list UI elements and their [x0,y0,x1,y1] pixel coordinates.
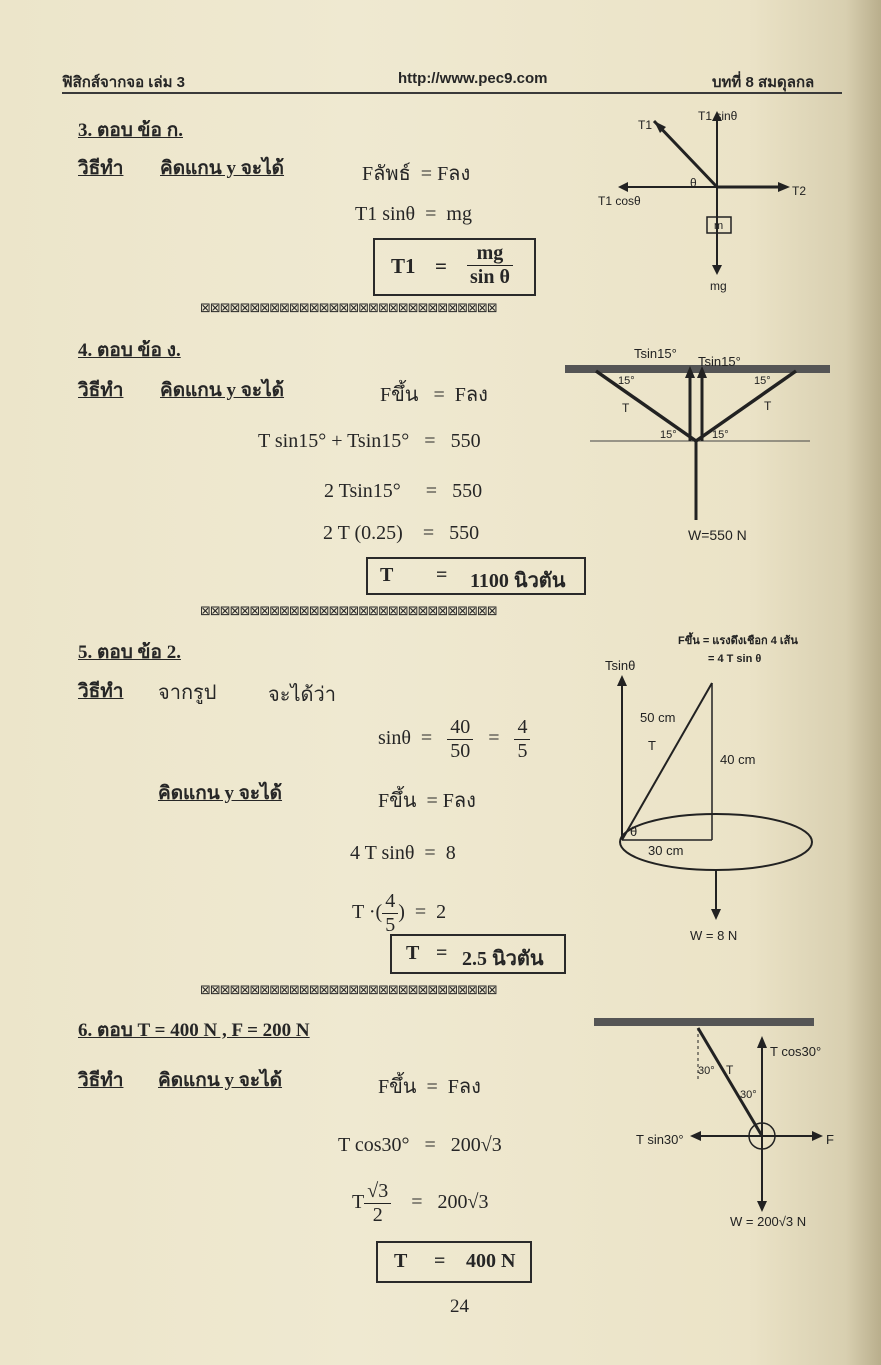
q3-fig-t2: T2 [792,184,807,198]
q5-force-diagram [590,628,830,948]
q3-eq2: T1 sinθ = mg [355,203,472,225]
q4-eq2-left: T sin15° + Tsin15° [258,430,410,452]
q5-eq2-left: Fขึ้น [378,790,417,812]
q5-eq3: 4 T sinθ = 8 [350,842,456,864]
q6-eq1-left: Fขึ้น [378,1076,417,1098]
q6-eq3-num: √3 [364,1180,391,1204]
q6-fig-angle-2: 30° [740,1089,757,1101]
q3-ans-frac [467,242,513,289]
header-book-title: ฟิสิกส์จากจอ เล่ม 3 [62,74,185,91]
q5-fig-40cm: 40 cm [720,752,756,767]
q4-fig-angle-3: 15° [660,429,677,441]
q5-fig-t: T [648,738,656,753]
q5-ans-right: 2.5 นิวตัน [462,948,544,970]
q3-fig-t1: T1 [638,118,653,132]
q4-fig-angle-4: 15° [712,429,729,441]
q6-fig-f: F [826,1132,834,1147]
q3-eq2-right: mg [446,203,472,225]
q4-eq2-right: 550 [450,430,481,452]
q5-eq1-num2: 4 [514,716,530,740]
q5-ans-eq: = [436,942,448,964]
q4-force-diagram [560,340,840,545]
q5-eq4-num: 4 [382,890,398,914]
q4-fig-t-left: T [622,401,630,415]
q4-eq4-right: 550 [449,522,480,544]
q5-eq2: Fขึ้น = Fลง [378,790,476,812]
q6-fig-tcos: T cos30° [770,1044,822,1059]
header-rule [62,92,842,94]
divider-3: ⊠⊠⊠⊠⊠⊠⊠⊠⊠⊠⊠⊠⊠⊠⊠⊠⊠⊠⊠⊠⊠⊠⊠⊠⊠⊠⊠⊠⊠⊠ [200,983,497,998]
q4-method-label: วิธีทำ [78,380,124,401]
q5-eq4-right: 2 [436,901,447,924]
q3-eq1: Fลัพธ์ = Fลง [362,163,471,185]
q6-eq3-right: 200√3 [437,1191,489,1214]
q3-ans-eq: = [435,254,447,278]
q5-fig-note1: Fขึ้น = แรงดึงเชือก 4 เส้น [678,635,798,647]
q3-fig-t1sin: T1 sinθ [698,109,738,123]
q3-ans-den: sin θ [470,266,510,288]
q4-fig-angle-2: 15° [754,375,771,387]
q5-eq1-left: sinθ [378,727,411,750]
q5-fig-weight: W = 8 N [690,928,738,943]
q5-eq1-den2: 5 [517,740,528,762]
q6-eq1-right: Fลง [447,1076,481,1098]
q5-eq1-num: 40 [447,716,473,740]
q6-step-label: คิดแกน y จะได้ [158,1070,283,1091]
q6-fig-angle-1: 30° [698,1065,715,1077]
q4-eq4: 2 T (0.25) = 550 [323,522,480,544]
q6-force-diagram [590,1010,840,1240]
q4-title: 4. ตอบ ข้อ ง. [78,340,181,361]
q6-eq2-left: T cos30° [338,1134,410,1156]
q6-fig-tsin: T sin30° [636,1132,684,1147]
page-number: 24 [450,1296,469,1317]
q6-eq2: T cos30° = 200√3 [338,1134,502,1156]
q3-eq1-left: Fลัพธ์ [362,163,411,185]
divider-2: ⊠⊠⊠⊠⊠⊠⊠⊠⊠⊠⊠⊠⊠⊠⊠⊠⊠⊠⊠⊠⊠⊠⊠⊠⊠⊠⊠⊠⊠⊠ [200,604,497,619]
q5-eq2-right: Fลง [442,790,476,812]
q4-step-label: คิดแกน y จะได้ [160,380,285,401]
q4-ans-eq: = [436,564,448,586]
q4-fig-tsin-right: Tsin15° [698,354,741,369]
q3-title: 3. ตอบ ข้อ ก. [78,120,183,141]
q3-force-diagram [590,105,830,300]
q6-eq3-den: 2 [372,1204,383,1226]
q5-step0: จากรูป [158,682,217,704]
q3-answer-box [373,238,536,296]
q6-ans-eq: = [434,1250,446,1272]
divider-1: ⊠⊠⊠⊠⊠⊠⊠⊠⊠⊠⊠⊠⊠⊠⊠⊠⊠⊠⊠⊠⊠⊠⊠⊠⊠⊠⊠⊠⊠⊠ [200,301,497,316]
q6-eq3: T $\frac{√3}{2}$ = 200√3 [352,1180,489,1226]
q3-fig-mg: mg [710,279,727,293]
q5-ans-left: T [406,942,420,964]
q3-fig-theta: θ [690,176,697,190]
q4-fig-angle-1: 15° [618,375,635,387]
q5-fig-30cm: 30 cm [648,843,684,858]
q3-ans-left: T1 [391,254,416,278]
q5-step0b: จะได้ว่า [268,684,336,706]
q4-eq3-left: 2 Tsin15° [324,480,401,502]
q4-fig-weight: W=550 N [688,527,747,543]
q3-ans-num: mg [467,242,513,266]
q5-eq4-den: 5 [385,914,396,936]
q5-step-label: คิดแกน y จะได้ [158,783,283,804]
q6-ans-right: 400 N [466,1250,516,1272]
q4-eq3-right: 550 [452,480,483,502]
q5-fig-theta: θ [630,824,638,839]
q3-fig-m: m [714,220,724,232]
q4-eq3: 2 Tsin15° = 550 [324,480,483,502]
q6-eq2-right: 200√3 [450,1134,502,1156]
q3-method-label: วิธีทำ [78,158,124,179]
q3-fig-t1cos: T1 cosθ [598,194,641,208]
q4-eq1-right: Fลง [454,384,488,406]
q5-eq1-den: 50 [450,740,471,762]
q5-eq1: sinθ = $\frac{40}{50}$ = $\frac{4}{5}$ [378,716,530,763]
q5-eq3-right: 8 [445,842,456,864]
q5-eq4-left: T ·( [352,901,383,924]
q4-eq1-left: Fขึ้น [380,384,419,406]
q6-title: 6. ตอบ T = 400 N , F = 200 N [78,1020,310,1041]
q5-answer-box [390,934,566,974]
q6-fig-t: T [726,1063,734,1077]
q5-method-label: วิธีทำ [78,681,124,702]
q4-fig-tsin-left: Tsin15° [634,346,677,361]
header-chapter: บทที่ 8 สมดุลกล [712,74,815,91]
q4-fig-t-right: T [764,399,772,413]
q4-ans-right: 1100 นิวตัน [470,570,566,592]
header-url: http://www.pec9.com [398,70,548,87]
q3-eq1-right: Fลง [437,163,471,185]
q6-fig-weight: W = 200√3 N [730,1214,807,1229]
q5-fig-note2: = 4 T sin θ [708,653,762,665]
q4-eq1: Fขึ้น = Fลง [380,384,488,406]
q6-answer-box [376,1241,532,1283]
q4-eq2: T sin15° + Tsin15° = 550 [258,430,481,452]
q5-fig-tsin: Tsinθ [605,658,636,673]
q6-method-label: วิธีทำ [78,1070,124,1091]
q3-step-label: คิดแกน y จะได้ [160,158,285,179]
q6-eq1: Fขึ้น = Fลง [378,1076,481,1098]
q5-title: 5. ตอบ ข้อ 2. [78,642,181,663]
q5-fig-50cm: 50 cm [640,710,676,725]
q6-ans-left: T [394,1250,408,1272]
q4-eq4-left: 2 T (0.25) [323,522,403,544]
q5-eq4: T ·( $\frac{4}{5}$ ) = 2 [352,890,447,936]
q5-eq3-left: 4 T sinθ [350,842,415,864]
q4-ans-left: T [380,564,394,586]
q3-eq2-left: T1 sinθ [355,203,416,225]
q4-answer-box [366,557,586,595]
